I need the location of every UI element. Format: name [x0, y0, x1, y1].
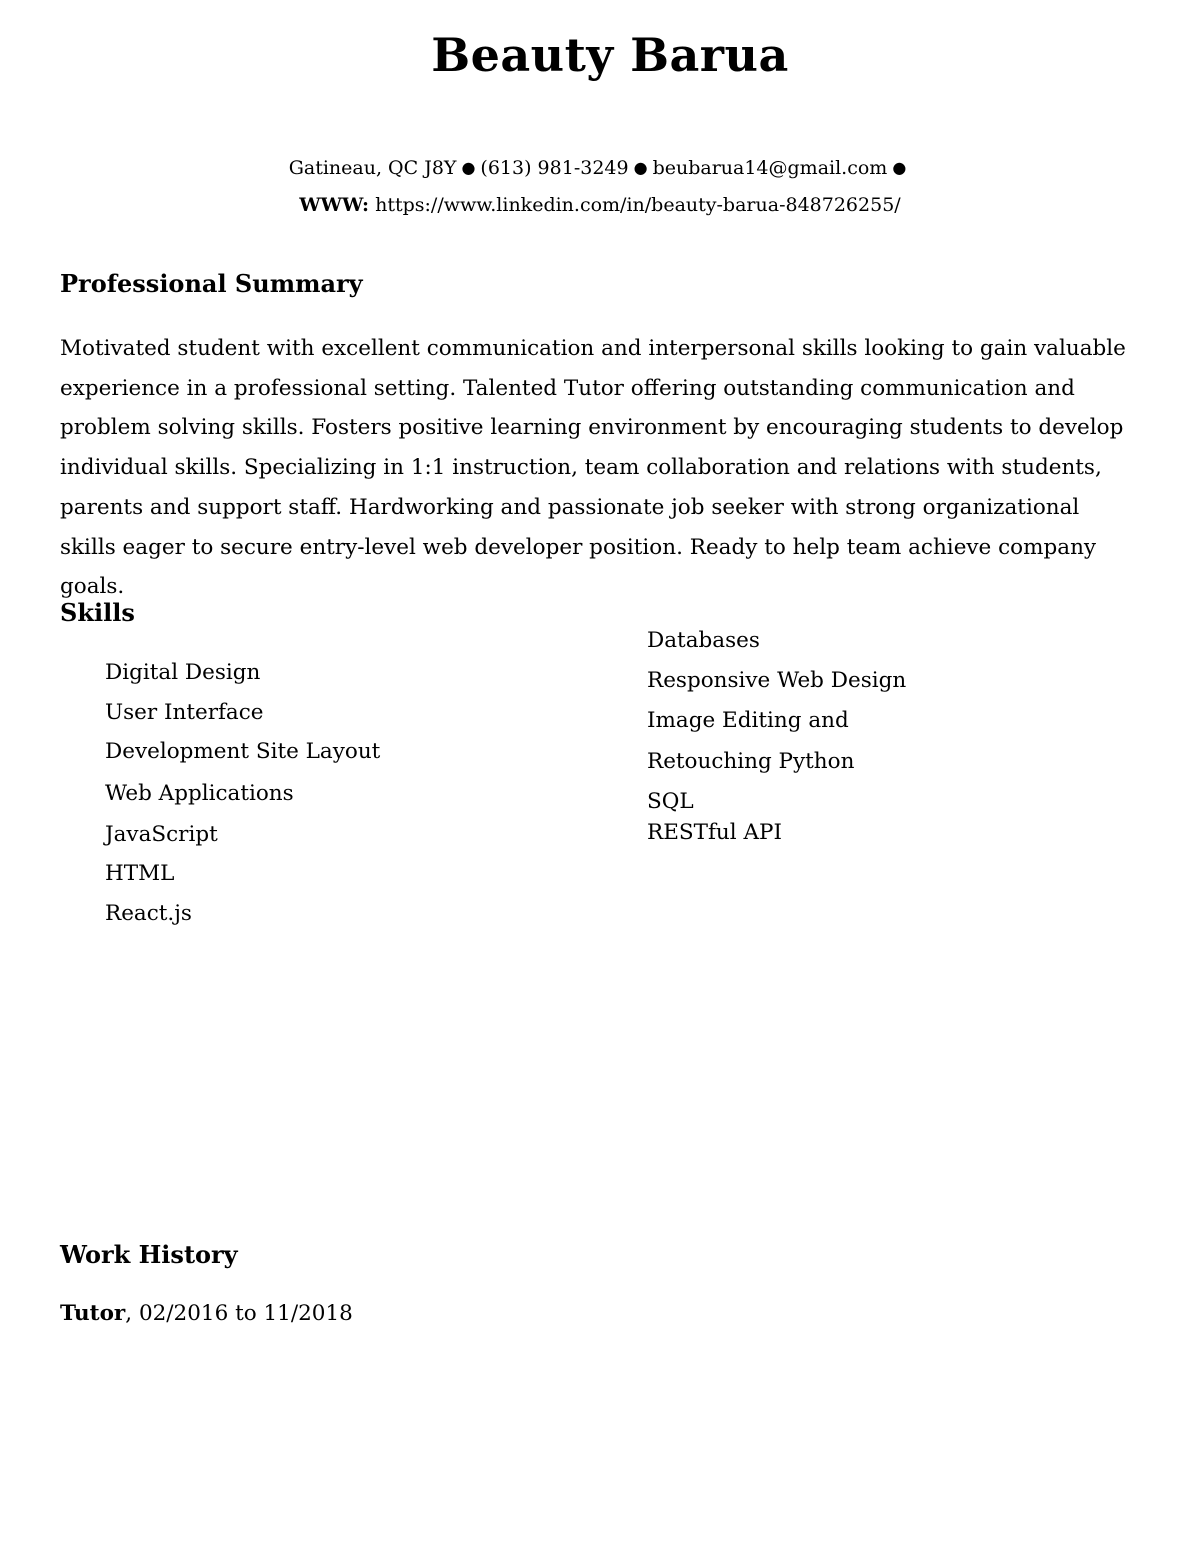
job-entry [60, 1301, 353, 1326]
resume-name: Beauty Barua [431, 28, 789, 82]
skill-item: Digital Design [105, 660, 261, 685]
skill-item: Responsive Web Design [647, 668, 907, 693]
skill-item: JavaScript [105, 822, 218, 847]
bullet-separator: ● [461, 158, 476, 177]
professional-summary-text: Motivated student with excellent communication and interpersonal skills looking to gain valuable experience in a professional setting. Talented Tutor offering outstanding communication and problem solving skills. Fosters positive learning environment by encouraging students to develop individual skills. Specializing in 1:1 instruction, team collaboration and relations with students, parents and support staff. Hardworking and passionate job seeker with strong organizational skills eager to secure entry-level web developer position. Ready to help team achieve company goals. [60, 336, 1126, 600]
skill-item: RESTful API [647, 820, 782, 845]
location: Gatineau, QC J8Y [288, 157, 457, 179]
skills-heading: Skills [60, 598, 135, 627]
work-history-heading: Work History [60, 1240, 238, 1269]
bullet-separator: ● [892, 158, 907, 177]
linkedin-url: https://www.linkedin.com/in/beauty-barua-848726255/ [375, 194, 901, 216]
skill-item: Retouching Python [647, 749, 855, 774]
www-label: WWW: [299, 194, 370, 216]
skill-item: User Interface [105, 700, 264, 725]
skill-item: React.js [105, 901, 192, 926]
skill-item: HTML [105, 861, 175, 886]
skill-item: Databases [647, 628, 760, 653]
bullet-separator: ● [633, 158, 648, 177]
email: beubarua14@gmail.com [652, 157, 888, 179]
phone: (613) 981-3249 [480, 157, 629, 179]
skill-item: Image Editing and [647, 708, 849, 733]
website-line [0, 193, 1200, 217]
job-separator: , [125, 1301, 139, 1326]
job-dates: 02/2016 to 11/2018 [138, 1301, 353, 1326]
skill-item: Development Site Layout [105, 739, 381, 764]
skill-item: SQL [647, 789, 694, 814]
contact-line [0, 156, 1200, 180]
skill-item: Web Applications [105, 781, 294, 806]
professional-summary-heading: Professional Summary [60, 269, 363, 298]
job-title: Tutor [60, 1301, 126, 1326]
